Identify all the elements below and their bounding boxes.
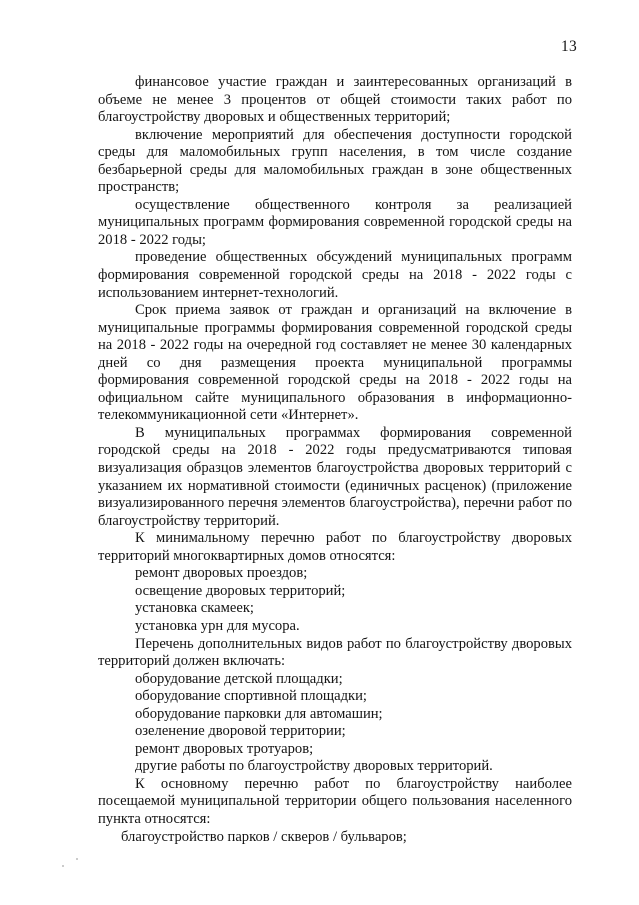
list-item: ремонт дворовых тротуаров; [135,740,314,757]
list-item: благоустройство парков / скверов / бульваров; [121,828,407,845]
list-item: установка урн для мусора. [135,617,300,634]
paragraph: К минимальному перечню работ по благоустройству дворовых территорий многоквартирных домов относятся: [98,530,572,564]
list-item: оборудование детской площадки; [135,670,343,687]
list-item: освещение дворовых территорий; [135,582,346,599]
list-item: оборудование парковки для автомашин; [135,705,383,722]
scan-speck [76,858,78,860]
paragraph: финансовое участие граждан и заинтересованных организаций в объеме не менее 3 процентов от общей стоимости таких работ по благоустройству дворовых и общественных территорий; [98,74,572,126]
paragraph: осуществление общественного контроля за реализацией муниципальных программ формирования современной городской среды на 2018 - 2022 годы; [98,196,572,248]
list-item: оборудование спортивной площадки; [135,688,367,705]
paragraph: проведение общественных обсуждений муниципальных программ формирования современной городской среды на 2018 - 2022 годы с использованием интернет-технологий. [98,249,572,301]
list-item: установка скамеек; [135,600,254,617]
document-body [98,74,572,846]
paragraph: Срок приема заявок от граждан и организаций на включение в муниципальные программы формирования современной городской среды на 2018 - 2022 годы на очередной год составляет не менее 30 календарных дней со дня размещения проекта муниципальной программы формирования современной городской среды на 2018 - 2022 годы на официальном сайте муниципального образования в информационно-телекоммуникационной сети «Интернет». [98,302,572,424]
scan-speck [62,865,64,867]
paragraph: Перечень дополнительных видов работ по благоустройству дворовых территорий должен включать: [98,635,572,670]
paragraph: В муниципальных программах формирования современной городской среды на 2018 - 2022 годы предусматриваются типовая визуализация образцов элементов благоустройства дворовых территорий с указанием их нормативной стоимости (единичных расценок) (приложение визуализированного перечня элементов благоустройства), перечни работ по благоустройству территорий. [98,424,572,529]
list-item: другие работы по благоустройству дворовых территорий. [135,758,493,775]
paragraph: К основному перечню работ по благоустройству наиболее посещаемой муниципальной территории общего пользования населенного пункта относятся: [98,775,572,827]
paragraph: включение мероприятий для обеспечения доступности городской среды для маломобильных групп населения, в том числе создание безбарьерной среды для маломобильных граждан в зоне общественных пространств; [98,126,572,196]
page-number: 13 [561,38,578,55]
list-item: озеленение дворовой территории; [135,723,346,740]
list-item: ремонт дворовых проездов; [135,565,308,582]
